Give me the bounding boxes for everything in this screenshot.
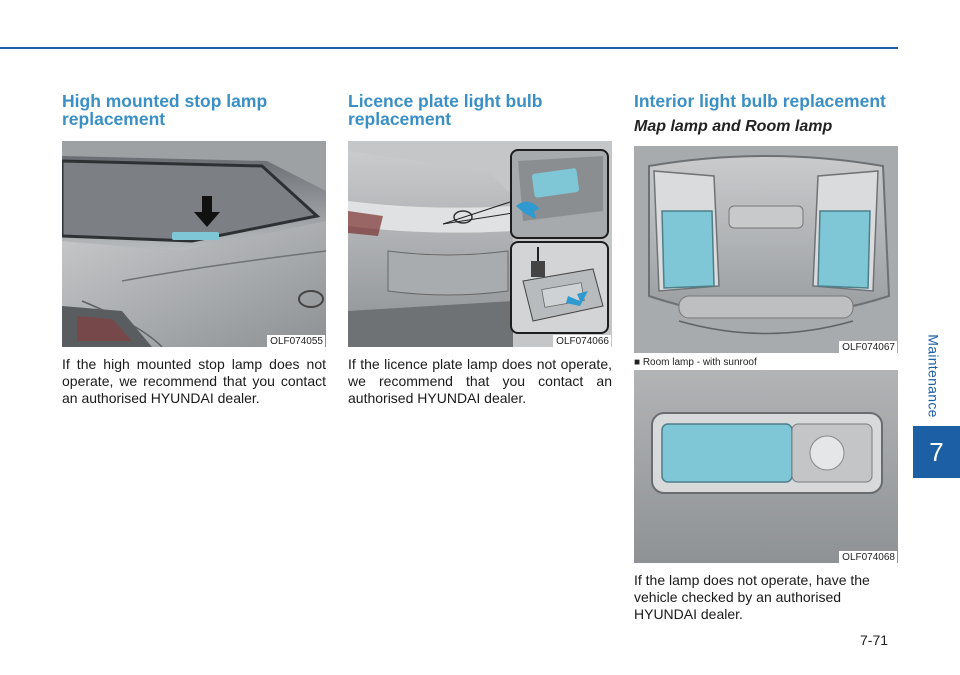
car-trunk-illustration [348,141,612,347]
body-text: If the licence plate lamp does not operate, we recommend that you contact an authorised HYUNDAI dealer. [348,356,612,406]
section-side-label: Maintenance [926,334,942,418]
body-text: If the lamp does not operate, have the vehicle checked by an authorised HYUNDAI dealer. [634,572,870,622]
room-lamp-illustration [634,356,898,563]
section-subtitle: Map lamp and Room lamp [634,118,833,135]
stop-lamp-highlight [172,232,219,240]
left-map-lamp-highlight [662,211,714,288]
figure-stop-lamp [62,141,326,347]
map-lamp-illustration [634,146,898,353]
figure-code: OLF074067 [839,341,897,353]
car-rear-illustration [62,141,326,347]
section-interior-light [634,92,898,623]
section-licence-plate-light [348,92,612,407]
chapter-tab: 7 [913,426,960,478]
figure-map-lamp [634,146,898,353]
figure-licence-plate-lamp [348,141,612,347]
section-high-mounted-stop-lamp [62,92,326,407]
figure-room-lamp [634,356,898,563]
right-map-lamp-highlight [818,211,870,288]
section-title: Interior light bulb replacement [634,91,886,111]
section-title: Licence plate light bulb replacement [348,91,543,129]
body-text: If the high mounted stop lamp does not operate, we recommend that you contact an authorised HYUNDAI dealer. [62,356,326,406]
figure-code: OLF074068 [839,551,897,563]
figure-code: OLF074066 [553,335,611,347]
section-title: High mounted stop lamp replacement [62,91,268,129]
room-lamp-lens-highlight [662,424,792,482]
page-number: 7-71 [860,632,889,648]
header-rule [0,47,898,49]
figure-code: OLF074055 [267,335,325,347]
room-lamp-switch [810,436,844,470]
figure-caption: ■ Room lamp - with sunroof [634,356,898,370]
